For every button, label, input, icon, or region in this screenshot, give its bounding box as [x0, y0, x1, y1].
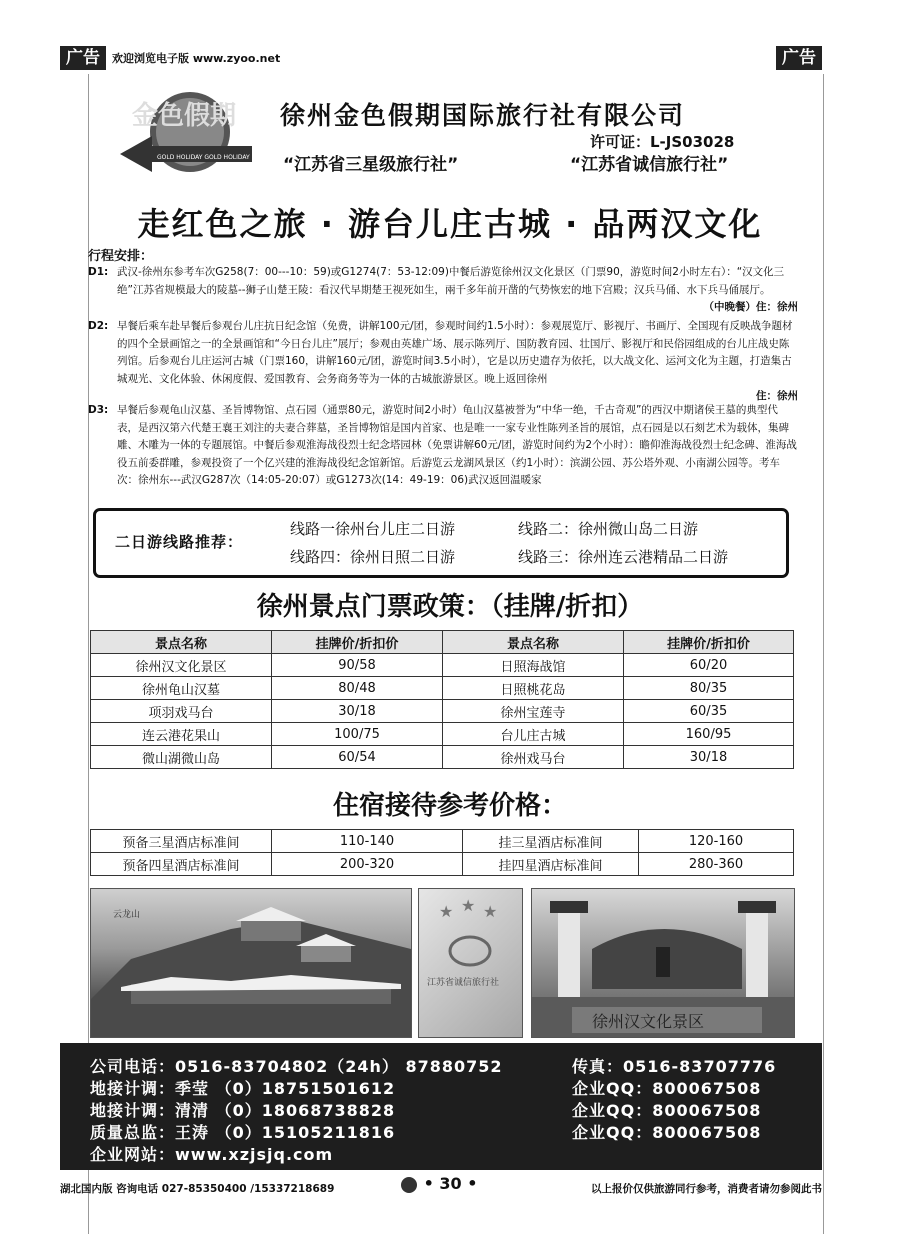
table-cell: 徐州龟山汉墓 [91, 677, 272, 700]
table-cell: 280-360 [639, 853, 794, 876]
photo-caption: 江苏省诚信旅行社 [427, 978, 500, 988]
table-row [91, 700, 794, 723]
table-header-row [91, 631, 794, 654]
qq-contact: 企业QQ：800067508 [572, 1101, 762, 1120]
table-cell: 120-160 [639, 830, 794, 853]
company-name: 徐州金色假期国际旅行社有限公司 [280, 101, 686, 130]
table-cell: 60/54 [272, 746, 443, 769]
honor-three-star: “江苏省三星级旅行社” [283, 155, 459, 175]
tickets-title: 徐州景点门票政策：（挂牌/折扣） [256, 592, 644, 622]
schedule-title: 行程安排： [88, 249, 154, 264]
table-cell: 预备四星酒店标准间 [91, 853, 272, 876]
table-cell: 60/20 [624, 654, 794, 677]
table-row [91, 723, 794, 746]
table-cell: 预备三星酒店标准间 [91, 830, 272, 853]
contact-panel [60, 1043, 822, 1170]
staff-contact: 质量总监：王涛 （0）15105211816 [90, 1123, 396, 1142]
photo-han-culture-park [531, 888, 795, 1038]
table-cell: 110-140 [272, 830, 463, 853]
table-cell: 90/58 [272, 654, 443, 677]
ad-tag-left: 广告 [60, 46, 106, 70]
company-logo [112, 84, 267, 184]
table-cell: 挂四星酒店标准间 [463, 853, 639, 876]
table-cell: 160/95 [624, 723, 794, 746]
page-number-text: • 30 • [423, 1174, 478, 1193]
honor-integrity: “江苏省诚信旅行社” [570, 155, 729, 175]
day-text: 武汉-徐州东参考车次G258(7：00---10：59)或G1274(7：53-12:09)中餐后游览徐州汉文化景区（门票90，游览时间2小时左右）：“汉文化三绝”江苏省规模最大的陵墓--狮子山楚王陵：看汉代早期楚王视死如生，兩千多年前开凿的气势恢宏的地下宫殿；汉兵马俑、水下兵马俑展厅。 [117, 266, 785, 296]
table-cell: 微山湖微山岛 [91, 746, 272, 769]
footer-left: 湖北国内版 咨询电话 027-85350400 /15337218689 [60, 1183, 335, 1195]
hotels-table [90, 829, 794, 876]
table-cell: 100/75 [272, 723, 443, 746]
license-number: 许可证：L-JS03028 [590, 133, 735, 151]
table-cell: 项羽戏马台 [91, 700, 272, 723]
table-cell: 徐州宝莲寺 [443, 700, 624, 723]
table-row [91, 654, 794, 677]
table-cell: 200-320 [272, 853, 463, 876]
table-row [91, 746, 794, 769]
table-cell: 60/35 [624, 700, 794, 723]
headline: 走红色之旅 · 游台儿庄古城 · 品两汉文化 [137, 205, 763, 243]
table-cell: 30/18 [272, 700, 443, 723]
route-item: 线路二：徐州微山岛二日游 [518, 520, 699, 538]
photo-award-plaque [418, 888, 523, 1038]
table-cell: 挂三星酒店标准间 [463, 830, 639, 853]
table-cell: 80/48 [272, 677, 443, 700]
route-item: 线路一徐州台儿庄二日游 [290, 520, 456, 538]
col-header: 挂牌价/折扣价 [624, 631, 794, 654]
qq-contact: 企业QQ：800067508 [572, 1079, 762, 1098]
svg-text:★: ★ [461, 896, 476, 915]
svg-text:★: ★ [439, 902, 454, 921]
table-row [91, 853, 794, 876]
table-row [91, 677, 794, 700]
ad-tag-right: 广告 [776, 46, 822, 70]
logo-ring-text: GOLD HOLIDAY GOLD HOLIDAY [157, 154, 250, 161]
photo-yunlong-mountain [90, 888, 412, 1038]
day-text: 早餐后乘车赴早餐后参观台儿庄抗日纪念馆（免费，讲解100元/团，参观时间约1.5小时）：参观展览厅、影视厅、书画厅、全国现有反映战争题材的四个全景画馆之一的全景画馆和“今日台儿庄”展厅；参观由英雄广场、展示陈列厅、国防教育园、壮国厅、影视厅和民俗园组成的台儿庄战史陈列馆。后参观台儿庄运河古城（门票160，讲解160元/团，游览时间3.5小时），它是以历史遗存为依托，以大战文化、运河文化为主题，打造集古城观光、文化体验、休闲度假、爱国教育、会务商务等为一体的古城旅游景区。晚上返回徐州 [117, 320, 793, 385]
table-cell: 日照海战馆 [443, 654, 624, 677]
day-label: D3: [88, 404, 109, 416]
footer [60, 1176, 822, 1198]
site-url[interactable]: 欢迎浏览电子版 www.zyoo.net [112, 52, 281, 65]
footer-right: 以上报价仅供旅游同行参考，消费者请勿参阅此书 [591, 1183, 822, 1195]
day-2 [88, 318, 798, 406]
col-header: 挂牌价/折扣价 [272, 631, 443, 654]
table-cell: 日照桃花岛 [443, 677, 624, 700]
page-number [400, 1174, 477, 1194]
page-badge-icon [400, 1176, 418, 1194]
day-note: 住：徐州 [756, 390, 798, 402]
company-phone: 公司电话：0516-83704802（24h） 87880752 [90, 1057, 503, 1076]
hotels-title: 住宿接待参考价格： [332, 791, 567, 821]
table-cell: 30/18 [624, 746, 794, 769]
logo-text: 金色假期 [132, 101, 237, 131]
company-website[interactable]: 企业网站：www.xzjsjq.com [90, 1145, 334, 1164]
table-cell: 徐州汉文化景区 [91, 654, 272, 677]
photo-caption: 徐州汉文化景区 [592, 1012, 705, 1031]
day-text: 早餐后参观龟山汉墓、圣旨博物馆、点石园（通票80元，游览时间2小时）龟山汉墓被誉为“中华一绝，千古奇观”的西汉中期诸侯王墓的典型代表，是西汉第六代楚王襄王刘注的夫妻合葬墓，圣旨博物馆是国内首家、也是唯一一家专业性陈列圣旨的展馆，点石园是以石刻艺术为载体，集碑雕、木雕为一体的专题展馆。中餐后参观淮海战役烈士纪念塔园林（免票讲解60元/团，游览时间约为2个小时）：瞻仰淮海战役烈士纪念碑、淮海战役五前委群雕，参观投资了一个亿兴建的淮海战役纪念馆新馆。后游览云龙湖风景区（约1小时）：滨湖公园、苏公塔外观、小南湖公园等。考车次：徐州东---武汉G287次（14:05-20:07）或G1273次(14：49-19：06)武汉返回温暖家 [117, 404, 797, 486]
routes-label: 二日游线路推荐： [115, 533, 244, 551]
route-item: 线路四：徐州日照二日游 [290, 548, 456, 566]
table-cell: 连云港花果山 [91, 723, 272, 746]
svg-text:★: ★ [483, 902, 498, 921]
day-label: D2: [88, 320, 109, 332]
fax: 传真：0516-83707776 [572, 1057, 777, 1076]
day-label: D1: [88, 266, 109, 278]
col-header: 景点名称 [443, 631, 624, 654]
day-3 [88, 402, 798, 490]
day-note: （中晚餐）住：徐州 [703, 301, 798, 313]
staff-contact: 地接计调：清清 （0）18068738828 [90, 1101, 396, 1120]
day-1 [88, 264, 798, 317]
table-cell: 徐州戏马台 [443, 746, 624, 769]
route-item: 线路三：徐州连云港精品二日游 [518, 548, 729, 566]
tickets-table [90, 630, 794, 769]
table-row [91, 830, 794, 853]
table-cell: 台儿庄古城 [443, 723, 624, 746]
col-header: 景点名称 [91, 631, 272, 654]
photo-caption: 云龙山 [113, 910, 141, 920]
qq-contact: 企业QQ：800067508 [572, 1123, 762, 1142]
table-cell: 80/35 [624, 677, 794, 700]
staff-contact: 地接计调：季莹 （0）18751501612 [90, 1079, 396, 1098]
